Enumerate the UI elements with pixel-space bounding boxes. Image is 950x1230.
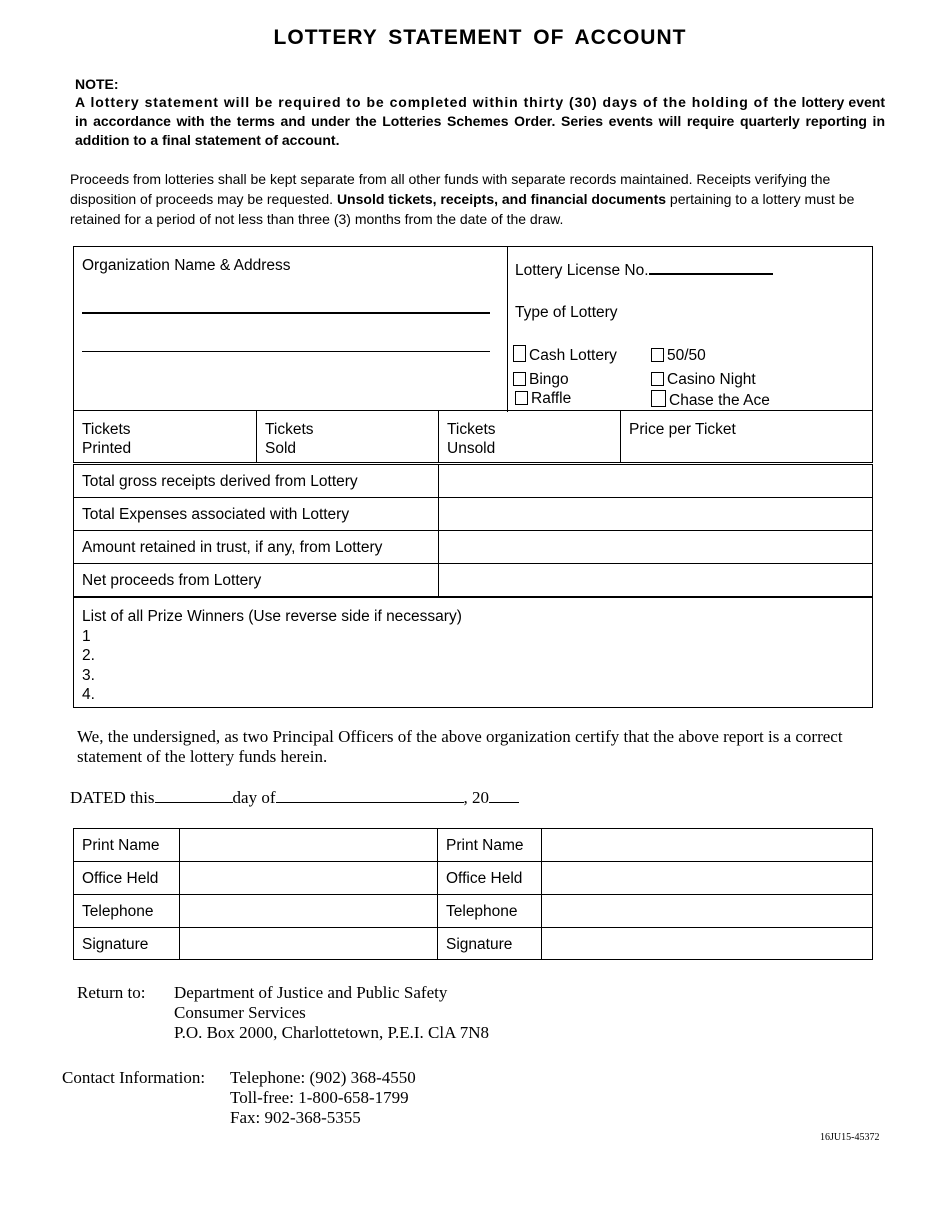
- financial-label: Total Expenses associated with Lottery: [82, 506, 350, 523]
- option-label: Casino Night: [667, 371, 756, 388]
- tickets-row: [73, 410, 873, 463]
- signature-row: [74, 894, 872, 927]
- contact-line: Toll-free: 1-800-658-1799: [230, 1088, 409, 1107]
- return-to-label: Return to:: [77, 983, 146, 1002]
- proceeds-text-2: pertaining to a lottery must be retained for a period of not less than three (3) months from the date of the draw.: [70, 191, 855, 227]
- field-label: Telephone: [82, 903, 154, 920]
- dated-text: , 20: [463, 788, 489, 807]
- checkbox-icon[interactable]: [513, 372, 526, 386]
- winner-line: 3.: [82, 666, 95, 684]
- field-label: Signature: [82, 936, 149, 953]
- financial-label: Total gross receipts derived from Lottery: [82, 473, 358, 490]
- tickets-sold-cell[interactable]: [256, 411, 438, 462]
- field-label: Office Held: [446, 870, 523, 887]
- officer2-office-field[interactable]: [542, 862, 872, 894]
- option-label: Chase the Ace: [669, 392, 770, 409]
- cell-label: Tickets: [447, 421, 496, 438]
- winner-line: 2.: [82, 647, 95, 664]
- org-address-line[interactable]: [82, 351, 490, 352]
- net-proceeds-field[interactable]: [438, 564, 873, 596]
- field-label: Signature: [446, 936, 513, 953]
- financial-label: Amount retained in trust, if any, from Lottery: [82, 539, 383, 556]
- financial-row: [73, 464, 873, 498]
- dated-text: DATED this: [70, 788, 155, 807]
- address-line: P.O. Box 2000, Charlottetown, P.E.I. ClA 7N8: [174, 1023, 489, 1042]
- page-title: LOTTERY STATEMENT OF ACCOUNT: [273, 26, 687, 49]
- cell-label: Tickets: [265, 421, 314, 438]
- contact-line: Telephone: (902) 368-4550: [230, 1068, 416, 1087]
- winners-label: List of all Prize Winners (Use reverse side if necessary): [82, 608, 462, 625]
- license-label: [515, 257, 773, 280]
- address-line: Department of Justice and Public Safety: [174, 983, 448, 1002]
- winner-line: 4.: [82, 686, 95, 703]
- contact-details: [230, 1068, 416, 1128]
- option-raffle[interactable]: [515, 390, 571, 408]
- field-label: Telephone: [446, 903, 518, 920]
- financial-row: [73, 497, 873, 531]
- price-per-ticket-cell[interactable]: [620, 411, 872, 462]
- option-label: Bingo: [529, 371, 569, 388]
- trust-amount-field[interactable]: [438, 531, 873, 563]
- officer1-print-name-field[interactable]: [180, 829, 437, 862]
- signature-row: [74, 861, 872, 894]
- dated-text: day of: [232, 788, 276, 807]
- officer2-print-name-field[interactable]: [542, 829, 872, 862]
- option-casino-night[interactable]: [651, 371, 756, 389]
- note-heading: NOTE:: [75, 76, 119, 92]
- tickets-unsold-cell[interactable]: [438, 411, 620, 462]
- org-label: Organization Name & Address: [82, 257, 291, 274]
- financial-row: [73, 563, 873, 598]
- cell-label: Printed: [82, 440, 132, 457]
- checkbox-icon[interactable]: [515, 391, 528, 405]
- financial-label: Net proceeds from Lottery: [82, 572, 262, 589]
- dated-line: [70, 786, 519, 808]
- contact-label: Contact Information:: [62, 1068, 206, 1087]
- return-address: [174, 983, 489, 1043]
- divider: [507, 247, 508, 412]
- month-field[interactable]: [276, 786, 464, 803]
- cell-label: Sold: [265, 440, 297, 457]
- option-50-50[interactable]: [651, 347, 706, 365]
- address-line: Consumer Services: [174, 1003, 306, 1022]
- license-label-text: Lottery License No.: [515, 262, 649, 279]
- tickets-printed-cell[interactable]: [74, 411, 256, 462]
- certify-statement: We, the undersigned, as two Principal Officers of the above organization certify that the above report is a correct statement of the lottery funds herein.: [77, 727, 843, 766]
- checkbox-icon[interactable]: [513, 345, 526, 362]
- checkbox-icon[interactable]: [651, 348, 664, 362]
- prize-winners-box[interactable]: [73, 597, 873, 708]
- cell-label: Tickets: [82, 421, 131, 438]
- winner-line: 1: [82, 627, 91, 645]
- note-rest: lottery event in accordance with the terms and under the Lotteries Schemes Order. Series events will require quarterly reporting in addition to a final statement of account.: [75, 94, 886, 148]
- contact-line: Fax: 902-368-5355: [230, 1108, 361, 1127]
- proceeds-text-1: Proceeds from lotteries shall be kept separate from all other funds with separate records maintained. Receipts verifying the disposition of proceeds may be requested.: [70, 171, 831, 207]
- org-name-line[interactable]: [82, 312, 490, 314]
- option-label: Cash Lottery: [529, 347, 617, 364]
- signature-table: [73, 828, 873, 960]
- option-label: 50/50: [667, 347, 706, 364]
- cell-label: Unsold: [447, 440, 496, 457]
- field-label: Print Name: [82, 837, 160, 854]
- option-chase-the-ace[interactable]: [651, 390, 770, 410]
- gross-receipts-field[interactable]: [438, 465, 873, 497]
- checkbox-icon[interactable]: [651, 372, 664, 386]
- form-code: 16JU15-45372: [820, 1132, 880, 1143]
- officer2-telephone-field[interactable]: [542, 895, 872, 927]
- financial-row: [73, 530, 873, 564]
- year-field[interactable]: [489, 786, 519, 803]
- officer1-telephone-field[interactable]: [180, 895, 437, 927]
- type-label: Type of Lottery: [515, 304, 618, 321]
- option-cash-lottery[interactable]: [513, 345, 617, 365]
- expenses-field[interactable]: [438, 498, 873, 530]
- proceeds-bold: Unsold tickets, receipts, and financial documents: [336, 191, 667, 207]
- option-label: Raffle: [531, 390, 572, 407]
- signature-row: [74, 927, 872, 960]
- option-bingo[interactable]: [513, 371, 569, 389]
- signature-row: [74, 829, 872, 862]
- license-number-field[interactable]: [649, 257, 773, 275]
- officer2-signature-field[interactable]: [542, 928, 872, 960]
- proceeds-paragraph: [70, 169, 890, 229]
- day-field[interactable]: [155, 786, 233, 803]
- note-body: [75, 93, 885, 150]
- form-top-block: [73, 246, 873, 411]
- officer1-signature-field[interactable]: [180, 928, 437, 960]
- cell-label: Price per Ticket: [629, 421, 736, 438]
- field-label: Office Held: [82, 870, 159, 887]
- checkbox-icon[interactable]: [651, 390, 666, 407]
- officer1-office-field[interactable]: [180, 862, 437, 894]
- field-label: Print Name: [446, 837, 524, 854]
- note-line-1: A lottery statement will be required to be completed within thirty (30) days of the holding of the: [75, 94, 798, 110]
